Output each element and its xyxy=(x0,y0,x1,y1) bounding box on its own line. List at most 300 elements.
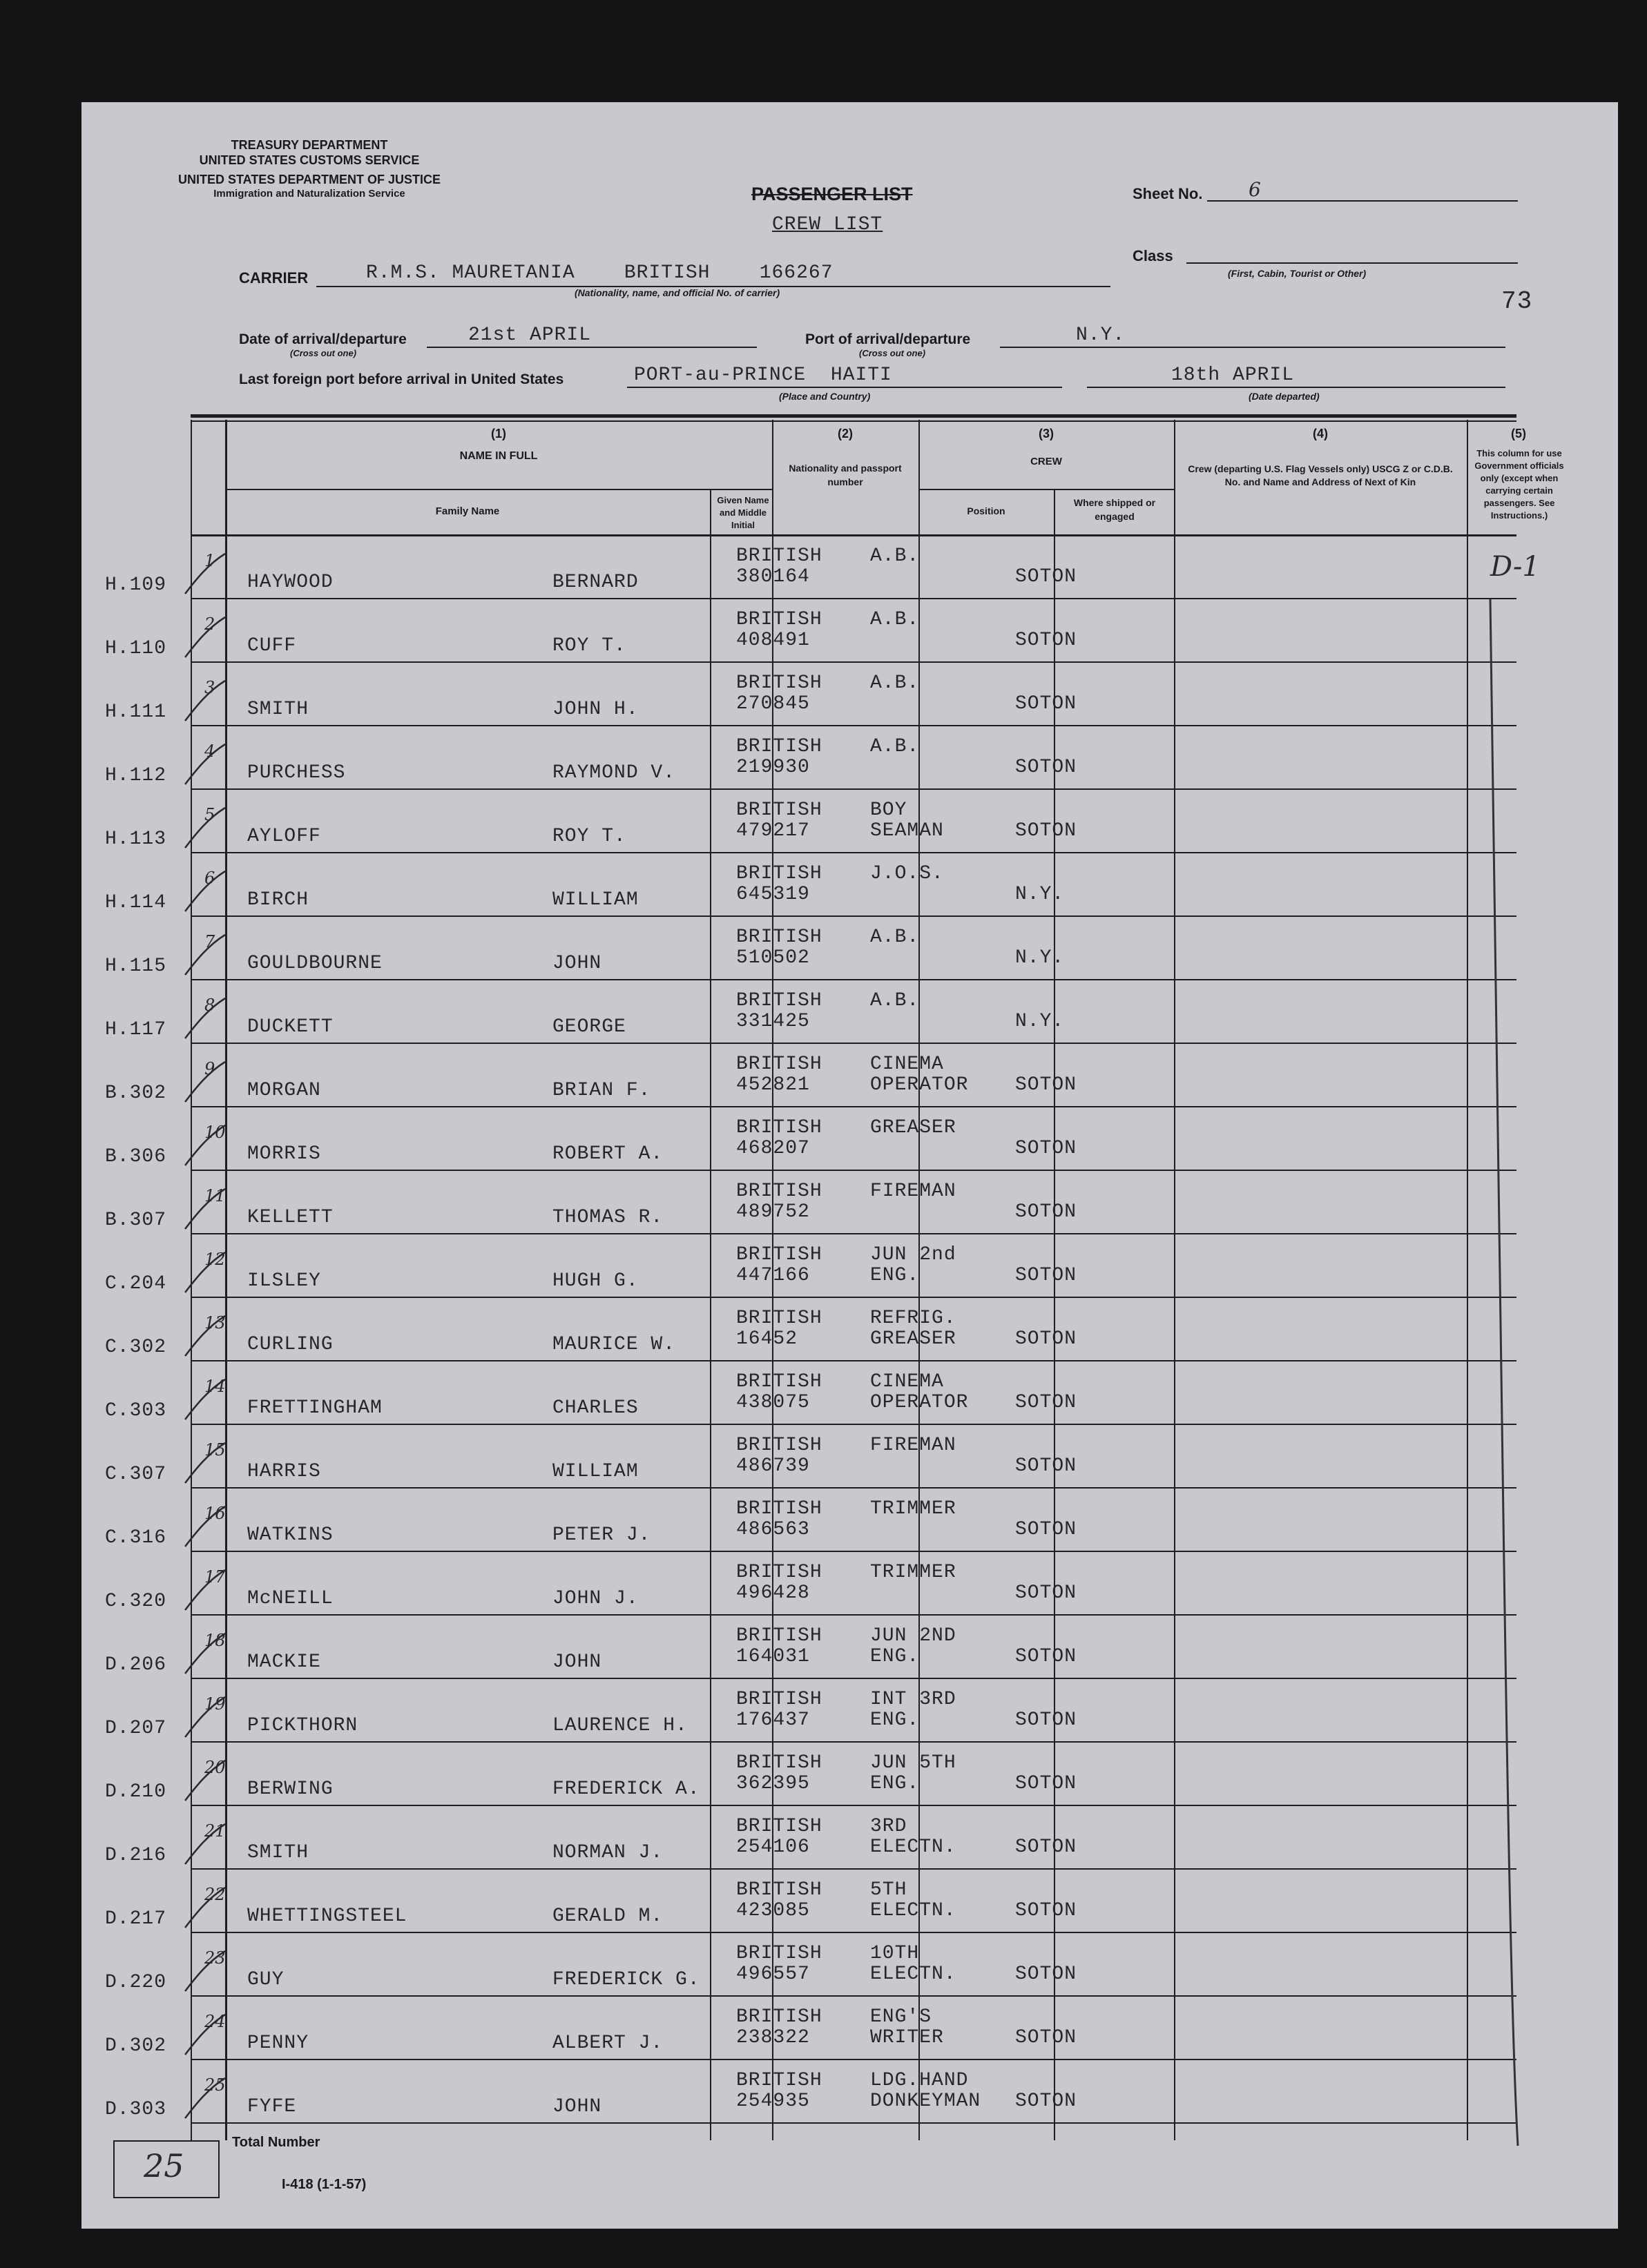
row-passport: 16452 xyxy=(736,1328,798,1350)
row-family-name: CUFF xyxy=(247,635,297,657)
row-where-engaged: SOTON xyxy=(1015,1773,1077,1794)
row-where-engaged: SOTON xyxy=(1015,566,1077,588)
row-nationality: BRITISH xyxy=(736,1054,822,1075)
row-number: 16 xyxy=(204,1504,226,1523)
row-position-line2: OPERATOR xyxy=(870,1392,969,1413)
check-tick-icon xyxy=(180,1312,228,1360)
row-given-name: JOHN H. xyxy=(552,699,639,720)
row-nationality: BRITISH xyxy=(736,1943,822,1964)
table-row xyxy=(81,1552,1618,1616)
row-number: 12 xyxy=(204,1250,226,1269)
row-given-name: JOHN xyxy=(552,2096,602,2117)
row-nationality: BRITISH xyxy=(736,1689,822,1710)
check-tick-icon xyxy=(180,931,228,979)
row-position-line2: ELECTN. xyxy=(870,1836,956,1858)
last-port-label: Last foreign port before arrival in United States xyxy=(239,371,564,387)
port-arrival-note: (Cross out one) xyxy=(859,348,926,358)
row-nationality: BRITISH xyxy=(736,863,822,884)
passenger-list-title: PASSENGER LIST xyxy=(751,184,913,204)
row-number: 24 xyxy=(204,2012,226,2031)
row-nationality: BRITISH xyxy=(736,2006,822,2028)
row-cabin-code: D.206 xyxy=(105,1654,167,1676)
row-nationality: BRITISH xyxy=(736,1371,822,1393)
class-note: (First, Cabin, Tourist or Other) xyxy=(1228,268,1367,279)
row-position-line2: ELECTN. xyxy=(870,1900,956,1921)
form-number: I-418 (1-1-57) xyxy=(282,2177,367,2192)
row-position-line1: INT 3RD xyxy=(870,1689,956,1710)
row-cabin-code: D.207 xyxy=(105,1718,167,1739)
document-page xyxy=(81,102,1618,2229)
row-given-name: ALBERT J. xyxy=(552,2033,664,2054)
row-family-name: DUCKETT xyxy=(247,1016,334,1038)
row-passport: 468207 xyxy=(736,1138,810,1159)
last-port-note: (Place and Country) xyxy=(779,391,871,402)
row-position-line2: ENG. xyxy=(870,1709,920,1731)
row-position-line1: BOY xyxy=(870,799,907,821)
row-where-engaged: SOTON xyxy=(1015,693,1077,715)
row-position-line1: A.B. xyxy=(870,545,920,567)
port-arrival-label: Port of arrival/departure xyxy=(805,331,971,347)
col2-title: Nationality and passport number xyxy=(789,463,902,487)
row-cabin-code: C.303 xyxy=(105,1400,167,1422)
row-nationality: BRITISH xyxy=(736,1625,822,1647)
row-nationality: BRITISH xyxy=(736,545,822,567)
row-passport: 380164 xyxy=(736,566,810,588)
page-number: 73 xyxy=(1501,287,1533,316)
row-number: 6 xyxy=(204,869,215,888)
date-arrival-value: 21st APRIL xyxy=(468,324,592,346)
row-given-name: RAYMOND V. xyxy=(552,762,676,784)
row-position-line1: A.B. xyxy=(870,990,920,1011)
col3-number: (3) xyxy=(1039,427,1054,440)
check-tick-icon xyxy=(180,1375,228,1424)
row-passport: 496428 xyxy=(736,1582,810,1604)
row-nationality: BRITISH xyxy=(736,2070,822,2091)
check-tick-icon xyxy=(180,740,228,788)
row-number: 7 xyxy=(204,932,215,951)
row-position-line1: ENG'S xyxy=(870,2006,932,2028)
row-number: 20 xyxy=(204,1758,226,1777)
row-given-name: WILLIAM xyxy=(552,889,639,911)
row-position-line1: JUN 5TH xyxy=(870,1752,956,1774)
row-given-name: THOMAS R. xyxy=(552,1207,664,1228)
col1-family-header: Family Name xyxy=(435,505,500,517)
row-given-name: GEORGE xyxy=(552,1016,626,1038)
row-given-name: ROY T. xyxy=(552,635,626,657)
table-row xyxy=(81,1870,1618,1933)
agency-line-3: UNITED STATES DEPARTMENT OF JUSTICE xyxy=(177,173,441,186)
row-nationality: BRITISH xyxy=(736,799,822,821)
row-position-line1: A.B. xyxy=(870,609,920,630)
row-cabin-code: C.307 xyxy=(105,1464,167,1485)
row-family-name: PICKTHORN xyxy=(247,1715,358,1736)
row-family-name: SMITH xyxy=(247,1842,309,1863)
row-given-name: ROY T. xyxy=(552,826,626,847)
table-row xyxy=(81,1044,1618,1107)
row-passport: 447166 xyxy=(736,1265,810,1286)
row-family-name: SMITH xyxy=(247,699,309,720)
check-tick-icon xyxy=(180,1883,228,1932)
row-number: 8 xyxy=(204,996,215,1015)
port-arrival-value: N.Y. xyxy=(1076,324,1126,346)
row-passport: 486739 xyxy=(736,1455,810,1477)
table-row xyxy=(81,663,1618,726)
row-family-name: ILSLEY xyxy=(247,1270,321,1292)
col5-title: This column for use Government officials only (except when carrying certain passengers. See Instructions.) xyxy=(1474,448,1564,521)
row-cabin-code: B.306 xyxy=(105,1146,167,1167)
table-row xyxy=(81,1107,1618,1171)
row-cabin-code: H.117 xyxy=(105,1019,167,1040)
row-family-name: FRETTINGHAM xyxy=(247,1397,383,1419)
table-row xyxy=(81,599,1618,663)
row-position-line1: REFRIG. xyxy=(870,1308,956,1329)
row-number: 10 xyxy=(204,1123,226,1142)
col2-number: (2) xyxy=(838,427,853,440)
table-row xyxy=(81,790,1618,853)
agency-line-2: UNITED STATES CUSTOMS SERVICE xyxy=(199,153,420,167)
row-position-line1: GREASER xyxy=(870,1117,956,1138)
table-row xyxy=(81,1234,1618,1298)
col1-title: NAME IN FULL xyxy=(459,450,538,462)
table-row xyxy=(81,1806,1618,1870)
row-given-name: ROBERT A. xyxy=(552,1143,664,1165)
row-where-engaged: SOTON xyxy=(1015,630,1077,651)
row-passport: 496557 xyxy=(736,1964,810,1985)
row-nationality: BRITISH xyxy=(736,609,822,630)
row-position-line1: J.O.S. xyxy=(870,863,944,884)
row-position-line1: JUN 2ND xyxy=(870,1625,956,1647)
row-cabin-code: H.112 xyxy=(105,765,167,786)
row-number: 4 xyxy=(204,742,215,761)
departure-date-note: (Date departed) xyxy=(1249,391,1320,402)
row-where-engaged: SOTON xyxy=(1015,820,1077,842)
row-number: 21 xyxy=(204,1821,226,1841)
row-position-line2: SEAMAN xyxy=(870,820,944,842)
check-tick-icon xyxy=(180,1439,228,1487)
row-cabin-code: D.302 xyxy=(105,2035,167,2057)
row-where-engaged: SOTON xyxy=(1015,2091,1077,2112)
row-passport: 645319 xyxy=(736,884,810,905)
row-where-engaged: SOTON xyxy=(1015,1074,1077,1096)
row-nationality: BRITISH xyxy=(736,1244,822,1266)
official-stroke-icon xyxy=(1476,599,1566,2160)
row-family-name: PENNY xyxy=(247,2033,309,2054)
row-cabin-code: C.302 xyxy=(105,1337,167,1358)
total-number-value: 25 xyxy=(144,2147,184,2184)
row-position-line1: TRIMMER xyxy=(870,1498,956,1520)
row-number: 18 xyxy=(204,1631,226,1650)
row-position-line1: CINEMA xyxy=(870,1054,944,1075)
check-tick-icon xyxy=(180,2010,228,2059)
row-nationality: BRITISH xyxy=(736,1562,822,1583)
row-position-line2: DONKEYMAN xyxy=(870,2091,981,2112)
row-family-name: McNEILL xyxy=(247,1588,334,1609)
row-position-line1: JUN 2nd xyxy=(870,1244,956,1266)
carrier-label: CARRIER xyxy=(239,269,309,287)
table-row xyxy=(81,2060,1618,2124)
row-passport: 254106 xyxy=(736,1836,810,1858)
row-given-name: HUGH G. xyxy=(552,1270,639,1292)
row-passport: 408491 xyxy=(736,630,810,651)
col1-number: (1) xyxy=(491,427,506,440)
row-family-name: FYFE xyxy=(247,2096,297,2117)
row-where-engaged: SOTON xyxy=(1015,1582,1077,1604)
row-passport: 510502 xyxy=(736,947,810,969)
row-number: 9 xyxy=(204,1059,215,1078)
row-passport: 362395 xyxy=(736,1773,810,1794)
row-passport: 423085 xyxy=(736,1900,810,1921)
row-where-engaged: N.Y. xyxy=(1015,947,1065,969)
row-passport: 452821 xyxy=(736,1074,810,1096)
row-cabin-code: D.210 xyxy=(105,1781,167,1803)
row-position-line1: A.B. xyxy=(870,736,920,757)
row-cabin-code: D.220 xyxy=(105,1972,167,1993)
row-given-name: JOHN xyxy=(552,953,602,974)
official-mark: D-1 xyxy=(1490,551,1540,583)
row-family-name: AYLOFF xyxy=(247,826,321,847)
row-given-name: BERNARD xyxy=(552,572,639,593)
row-given-name: JOHN J. xyxy=(552,1588,639,1609)
row-position-line2: GREASER xyxy=(870,1328,956,1350)
table-row xyxy=(81,536,1618,599)
row-cabin-code: C.316 xyxy=(105,1527,167,1549)
row-position-line2: ENG. xyxy=(870,1265,920,1286)
table-row xyxy=(81,1933,1618,1997)
departure-date-value: 18th APRIL xyxy=(1171,365,1295,386)
row-cabin-code: D.216 xyxy=(105,1845,167,1866)
check-tick-icon xyxy=(180,613,228,661)
check-tick-icon xyxy=(180,1248,228,1297)
row-position-line1: FIREMAN xyxy=(870,1181,956,1202)
row-where-engaged: SOTON xyxy=(1015,1201,1077,1223)
row-nationality: BRITISH xyxy=(736,1117,822,1138)
check-tick-icon xyxy=(180,1185,228,1233)
table-row xyxy=(81,1743,1618,1806)
row-cabin-code: H.115 xyxy=(105,956,167,977)
row-where-engaged: SOTON xyxy=(1015,1709,1077,1731)
agency-line-1: TREASURY DEPARTMENT xyxy=(231,138,388,152)
row-position-line2: WRITER xyxy=(870,2027,944,2048)
last-port-value: PORT-au-PRINCE HAITI xyxy=(634,365,892,386)
check-tick-icon xyxy=(180,1502,228,1551)
row-nationality: BRITISH xyxy=(736,1498,822,1520)
check-tick-icon xyxy=(180,1121,228,1170)
col3-title: CREW xyxy=(1030,456,1062,467)
col3-position-header: Position xyxy=(967,505,1005,516)
row-cabin-code: D.303 xyxy=(105,2099,167,2120)
row-cabin-code: B.307 xyxy=(105,1210,167,1231)
row-position-line1: LDG.HAND xyxy=(870,2070,969,2091)
table-row xyxy=(81,1298,1618,1361)
check-tick-icon xyxy=(180,1629,228,1678)
row-number: 23 xyxy=(204,1948,226,1968)
row-passport: 438075 xyxy=(736,1392,810,1413)
check-tick-icon xyxy=(180,2074,228,2122)
date-arrival-note: (Cross out one) xyxy=(290,348,357,358)
row-nationality: BRITISH xyxy=(736,990,822,1011)
row-number: 5 xyxy=(204,805,215,824)
col5-number: (5) xyxy=(1511,427,1526,440)
row-where-engaged: N.Y. xyxy=(1015,1011,1065,1032)
row-cabin-code: H.113 xyxy=(105,828,167,850)
row-passport: 270845 xyxy=(736,693,810,715)
row-number: 19 xyxy=(204,1694,226,1714)
row-number: 11 xyxy=(204,1186,226,1205)
row-where-engaged: N.Y. xyxy=(1015,884,1065,905)
carrier-note: (Nationality, name, and official No. of carrier) xyxy=(575,287,780,298)
row-where-engaged: SOTON xyxy=(1015,1646,1077,1667)
row-passport: 331425 xyxy=(736,1011,810,1032)
row-position-line1: TRIMMER xyxy=(870,1562,956,1583)
row-family-name: CURLING xyxy=(247,1334,334,1355)
row-passport: 486563 xyxy=(736,1519,810,1540)
row-family-name: WHETTINGSTEEL xyxy=(247,1906,407,1927)
row-where-engaged: SOTON xyxy=(1015,1392,1077,1413)
row-where-engaged: SOTON xyxy=(1015,1900,1077,1921)
row-passport: 219930 xyxy=(736,757,810,778)
check-tick-icon xyxy=(180,1756,228,1805)
table-row xyxy=(81,1361,1618,1425)
row-position-line2: ENG. xyxy=(870,1646,920,1667)
row-given-name: PETER J. xyxy=(552,1524,651,1546)
row-position-line1: A.B. xyxy=(870,927,920,948)
row-passport: 176437 xyxy=(736,1709,810,1731)
col4-title: Crew (departing U.S. Flag Vessels only) USCG Z or C.D.B. No. and Name and Address of Next of Kin xyxy=(1188,463,1453,487)
row-position-line1: FIREMAN xyxy=(870,1435,956,1456)
check-tick-icon xyxy=(180,867,228,915)
row-family-name: PURCHESS xyxy=(247,762,346,784)
row-family-name: WATKINS xyxy=(247,1524,334,1546)
table-row xyxy=(81,1616,1618,1679)
row-given-name: GERALD M. xyxy=(552,1906,664,1927)
row-number: 3 xyxy=(204,678,215,697)
row-position-line1: 3RD xyxy=(870,1816,907,1837)
table-row xyxy=(81,980,1618,1044)
row-where-engaged: SOTON xyxy=(1015,1519,1077,1540)
check-tick-icon xyxy=(180,677,228,725)
row-passport: 254935 xyxy=(736,2091,810,2112)
row-given-name: FREDERICK G. xyxy=(552,1969,700,1990)
col4-number: (4) xyxy=(1313,427,1328,440)
row-where-engaged: SOTON xyxy=(1015,2027,1077,2048)
row-position-line2: ELECTN. xyxy=(870,1964,956,1985)
row-number: 15 xyxy=(204,1440,226,1460)
row-nationality: BRITISH xyxy=(736,1435,822,1456)
row-nationality: BRITISH xyxy=(736,1879,822,1901)
row-number: 1 xyxy=(204,551,215,570)
row-divider xyxy=(191,2122,1516,2124)
row-cabin-code: H.109 xyxy=(105,574,167,596)
carrier-value: R.M.S. MAURETANIA BRITISH 166267 xyxy=(366,262,834,284)
row-position-line1: 10TH xyxy=(870,1943,920,1964)
check-tick-icon xyxy=(180,804,228,852)
row-where-engaged: SOTON xyxy=(1015,1455,1077,1477)
table-row xyxy=(81,1171,1618,1234)
table-row xyxy=(81,1679,1618,1743)
row-given-name: JOHN xyxy=(552,1651,602,1673)
row-family-name: BERWING xyxy=(247,1778,334,1800)
row-position-line1: 5TH xyxy=(870,1879,907,1901)
table-row xyxy=(81,1489,1618,1552)
col1-given-header: Given Name and Middle Initial xyxy=(717,495,769,530)
row-family-name: HAYWOOD xyxy=(247,572,334,593)
row-nationality: BRITISH xyxy=(736,1752,822,1774)
row-number: 14 xyxy=(204,1377,226,1396)
row-where-engaged: SOTON xyxy=(1015,1964,1077,1985)
row-cabin-code: H.111 xyxy=(105,701,167,723)
row-family-name: GOULDBOURNE xyxy=(247,953,383,974)
row-where-engaged: SOTON xyxy=(1015,1328,1077,1350)
row-number: 25 xyxy=(204,2075,226,2095)
row-given-name: MAURICE W. xyxy=(552,1334,676,1355)
row-cabin-code: B.302 xyxy=(105,1083,167,1104)
row-nationality: BRITISH xyxy=(736,1308,822,1329)
check-tick-icon xyxy=(180,1693,228,1741)
row-given-name: BRIAN F. xyxy=(552,1080,651,1101)
check-tick-icon xyxy=(180,1058,228,1106)
row-position-line2: ENG. xyxy=(870,1773,920,1794)
row-nationality: BRITISH xyxy=(736,736,822,757)
sheet-number-value: 6 xyxy=(1249,178,1261,201)
row-nationality: BRITISH xyxy=(736,1181,822,1202)
row-where-engaged: SOTON xyxy=(1015,1836,1077,1858)
table-row xyxy=(81,917,1618,980)
check-tick-icon xyxy=(180,1820,228,1868)
row-position-line2: OPERATOR xyxy=(870,1074,969,1096)
row-number: 13 xyxy=(204,1313,226,1332)
row-family-name: MORGAN xyxy=(247,1080,321,1101)
total-number-label: Total Number xyxy=(232,2135,320,2150)
row-cabin-code: H.114 xyxy=(105,892,167,913)
row-given-name: NORMAN J. xyxy=(552,1842,664,1863)
col3-where-header: Where shipped or engaged xyxy=(1073,497,1156,522)
row-passport: 238322 xyxy=(736,2027,810,2048)
row-passport: 164031 xyxy=(736,1646,810,1667)
row-number: 17 xyxy=(204,1567,226,1587)
row-cabin-code: H.110 xyxy=(105,638,167,659)
row-nationality: BRITISH xyxy=(736,927,822,948)
row-family-name: KELLETT xyxy=(247,1207,334,1228)
table-row xyxy=(81,853,1618,917)
row-where-engaged: SOTON xyxy=(1015,757,1077,778)
crew-list-title: CREW LIST xyxy=(772,214,883,235)
date-arrival-label: Date of arrival/departure xyxy=(239,331,407,347)
row-number: 2 xyxy=(204,614,215,634)
row-family-name: BIRCH xyxy=(247,889,309,911)
sheet-number-label: Sheet No. xyxy=(1133,185,1203,202)
row-given-name: WILLIAM xyxy=(552,1461,639,1482)
check-tick-icon xyxy=(180,550,228,598)
row-position-line1: A.B. xyxy=(870,672,920,694)
row-given-name: CHARLES xyxy=(552,1397,639,1419)
row-where-engaged: SOTON xyxy=(1015,1265,1077,1286)
row-nationality: BRITISH xyxy=(736,1816,822,1837)
row-cabin-code: C.204 xyxy=(105,1273,167,1295)
table-row xyxy=(81,1997,1618,2060)
row-given-name: LAURENCE H. xyxy=(552,1715,688,1736)
agency-line-4: Immigration and Naturalization Service xyxy=(213,188,405,200)
row-family-name: HARRIS xyxy=(247,1461,321,1482)
check-tick-icon xyxy=(180,994,228,1043)
row-family-name: MACKIE xyxy=(247,1651,321,1673)
class-label: Class xyxy=(1133,247,1173,264)
check-tick-icon xyxy=(180,1947,228,1995)
row-family-name: MORRIS xyxy=(247,1143,321,1165)
row-cabin-code: C.320 xyxy=(105,1591,167,1612)
row-number: 22 xyxy=(204,1885,226,1904)
table-row xyxy=(81,726,1618,790)
row-nationality: BRITISH xyxy=(736,672,822,694)
